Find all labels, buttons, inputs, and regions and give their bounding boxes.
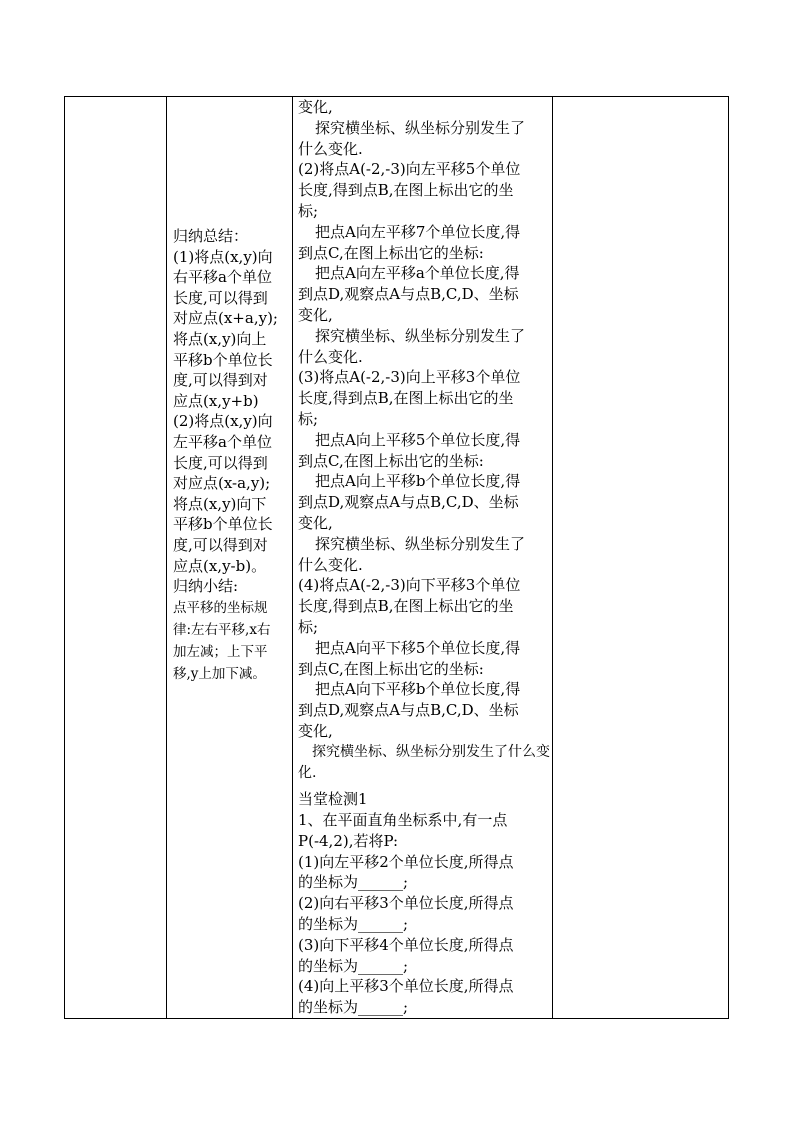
content-line: 标;	[298, 409, 319, 428]
summary-line: (1)将点(x,y)向	[173, 247, 273, 266]
summary-line: 平移b个单位长	[173, 515, 273, 534]
content-line: 长度,得到点B,在图上标出它的坐	[298, 181, 514, 200]
summary-line: 平移b个单位长	[173, 350, 273, 369]
content-line: 探究横坐标、纵坐标分别发生了	[315, 534, 526, 553]
summary-line: 长度,可以得到	[173, 453, 268, 472]
rule-line: 点平移的坐标规	[173, 599, 268, 616]
content-line: 到点C,在图上标出它的坐标:	[298, 451, 484, 470]
content-line: 长度,得到点B,在图上标出它的坐	[298, 597, 514, 616]
quiz-answer-line: 的坐标为______;	[298, 915, 409, 934]
content-line: 长度,得到点B,在图上标出它的坐	[298, 389, 514, 408]
content-line: 把点A向平下移5个单位长度,得	[315, 638, 521, 657]
content-line: 变化,	[298, 721, 333, 740]
content-line: 标;	[298, 201, 319, 220]
summary-line: 对应点(x-a,y);	[173, 474, 271, 493]
content-line: 到点D,观察点A与点B,C,D、坐标	[298, 493, 519, 512]
content-line: 把点A向上平移b个单位长度,得	[315, 472, 521, 491]
summary-heading: 归纳小结:	[173, 577, 239, 596]
quiz-heading: 当堂检测1	[298, 790, 368, 809]
quiz-line: (3)向下平移4个单位长度,所得点	[298, 935, 514, 954]
content-line: (3)将点A(-2,-3)向上平移3个单位	[298, 368, 521, 387]
content-line: 标;	[298, 617, 319, 636]
summary-line: 将点(x,y)向上	[173, 329, 267, 348]
content-column	[298, 97, 550, 1018]
content-line: 探究横坐标、纵坐标分别发生了	[315, 118, 526, 137]
lesson-table	[64, 96, 729, 1019]
summary-line: 归纳总结：	[173, 227, 249, 245]
column-divider-3	[552, 97, 553, 1018]
quiz-answer-line: 的坐标为______;	[298, 998, 409, 1017]
content-line: 到点C,在图上标出它的坐标:	[298, 659, 484, 678]
content-line: 到点C,在图上标出它的坐标:	[298, 243, 484, 262]
quiz-line: 1、在平面直角坐标系中,有一点	[298, 811, 508, 830]
content-line: 把点A向下平移b个单位长度,得	[315, 680, 521, 699]
summary-line: (2)将点(x,y)向	[173, 412, 273, 431]
content-line: (2)将点A(-2,-3)向左平移5个单位	[298, 160, 521, 179]
content-line: 变化,	[298, 98, 333, 116]
content-line: 变化,	[298, 305, 333, 324]
content-line: 探究横坐标、纵坐标分别发生了什么变	[312, 743, 550, 760]
summary-line: 长度,可以得到	[173, 288, 268, 307]
content-line: 什么变化.	[298, 347, 363, 366]
quiz-line: P(-4,2),若将P:	[298, 831, 399, 850]
summary-line: 应点(x,y-b)。	[173, 556, 267, 575]
summary-column	[173, 226, 293, 685]
summary-line: 右平移a个单位	[173, 268, 272, 287]
content-line: 探究横坐标、纵坐标分别发生了	[315, 326, 526, 345]
quiz-answer-line: 的坐标为______;	[298, 873, 409, 892]
summary-line: 对应点(x+a,y);	[173, 309, 278, 328]
content-line: 变化,	[298, 513, 333, 532]
content-line: 化.	[298, 764, 317, 781]
rule-line: 律:左右平移,x右	[173, 621, 271, 638]
quiz-line: (2)向右平移3个单位长度,所得点	[298, 894, 514, 913]
content-line: 把点A向上平移5个单位长度,得	[315, 430, 521, 449]
quiz-answer-line: 的坐标为______;	[298, 956, 409, 975]
summary-line: 度,可以得到对	[173, 371, 268, 390]
content-line: 什么变化.	[298, 555, 363, 574]
content-line: 什么变化.	[298, 139, 363, 158]
summary-line: 应点(x,y+b)	[173, 391, 259, 410]
quiz-line: (1)向左平移2个单位长度,所得点	[298, 852, 514, 871]
summary-line: 将点(x,y)向下	[173, 494, 267, 513]
rule-line: 移,y上加下减。	[173, 665, 266, 682]
rule-line: 加左减；上下平	[173, 643, 268, 660]
content-line: 把点A向左平移7个单位长度,得	[315, 222, 521, 241]
column-divider-1	[166, 97, 167, 1018]
quiz-line: (4)向上平移3个单位长度,所得点	[298, 977, 514, 996]
content-line: 到点D,观察点A与点B,C,D、坐标	[298, 701, 519, 720]
content-line: 到点D,观察点A与点B,C,D、坐标	[298, 285, 519, 304]
content-line: 把点A向左平移a个单位长度,得	[315, 264, 520, 283]
summary-line: 度,可以得到对	[173, 535, 268, 554]
summary-line: 左平移a个单位	[173, 432, 272, 451]
content-line: (4)将点A(-2,-3)向下平移3个单位	[298, 576, 521, 595]
